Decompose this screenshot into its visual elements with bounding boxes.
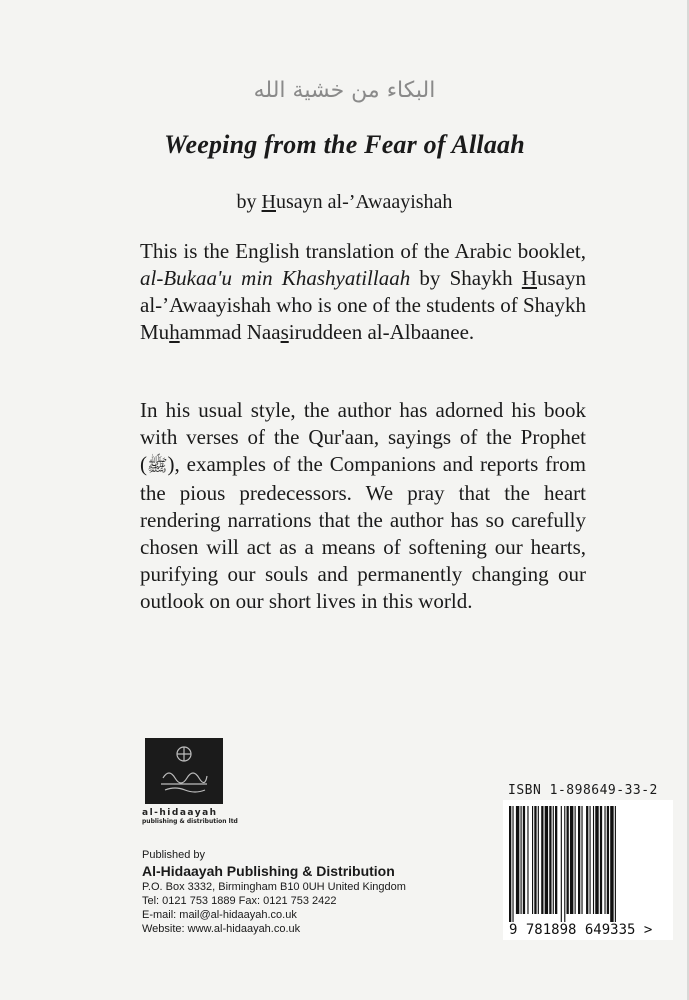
publisher-address: P.O. Box 3332, Birmingham B10 0UH United Kingdom — [142, 881, 406, 893]
p1-text-b: by Shaykh — [410, 266, 522, 290]
barcode-digits: 9 781898 649335 > — [509, 922, 653, 938]
byline-prefix: by — [236, 191, 262, 213]
publisher-email: E-mail: mail@al-hidaayah.co.uk — [142, 909, 297, 921]
p1-underlined-s: s — [280, 320, 289, 344]
publisher-website: Website: www.al-hidaayah.co.uk — [142, 923, 301, 935]
logo-emblem-icon — [145, 738, 223, 804]
logo-caption — [142, 808, 242, 825]
publisher-phone: Tel: 0121 753 1889 Fax: 0121 753 2422 — [142, 895, 337, 907]
p1-text-e: iruddeen al-Albaanee. — [288, 320, 475, 344]
publisher-info — [142, 848, 406, 936]
author-name-rest: usayn al-’Awaayishah — [276, 191, 453, 213]
p1-text-a: This is the English translation of the Arabic booklet, — [140, 239, 586, 263]
salutation-glyph: ﷺ — [147, 456, 168, 476]
p1-text-c: usayn al-’Awaayishah who is one of the students of Shaykh Mu — [140, 266, 586, 344]
p1-underlined-h2: h — [169, 320, 180, 344]
barcode-icon — [503, 800, 673, 940]
arabic-title: البكاء من خشية الله — [253, 78, 436, 103]
published-by-label: Published by — [142, 849, 205, 861]
book-title: Weeping from the Fear of Allaah — [164, 130, 525, 159]
logo-tagline: publishing & distribution ltd — [142, 818, 238, 825]
logo-name: al-hidaayah — [142, 808, 218, 818]
publisher-name: Al-Hidaayah Publishing & Distribution — [142, 863, 395, 879]
isbn-label: ISBN 1-898649-33-2 — [508, 783, 658, 798]
description-paragraph-1 — [140, 238, 586, 346]
p2-text-b: ), examples of the Companions and reports from the pious predecessors. We pray that the heart rendering narrations that the author has so carefully chosen will act as a means of softening our hearts, purifying our souls and permanently changing our outlook on our short lives in this world. — [140, 452, 586, 613]
p1-underlined-h: H — [521, 266, 537, 290]
p1-text-d: ammad Naa — [179, 320, 281, 344]
byline — [0, 191, 689, 214]
publisher-logo — [145, 738, 223, 804]
description-paragraph-2 — [140, 397, 586, 615]
p2-text-a: In his usual style, the author has adorned his book with verses of the Qur'aan, sayings of the Prophet ( — [140, 398, 586, 476]
p1-booklet-title: al-Bukaa'u min Khashyatillaah — [140, 266, 411, 290]
author-initial: H — [261, 191, 276, 213]
